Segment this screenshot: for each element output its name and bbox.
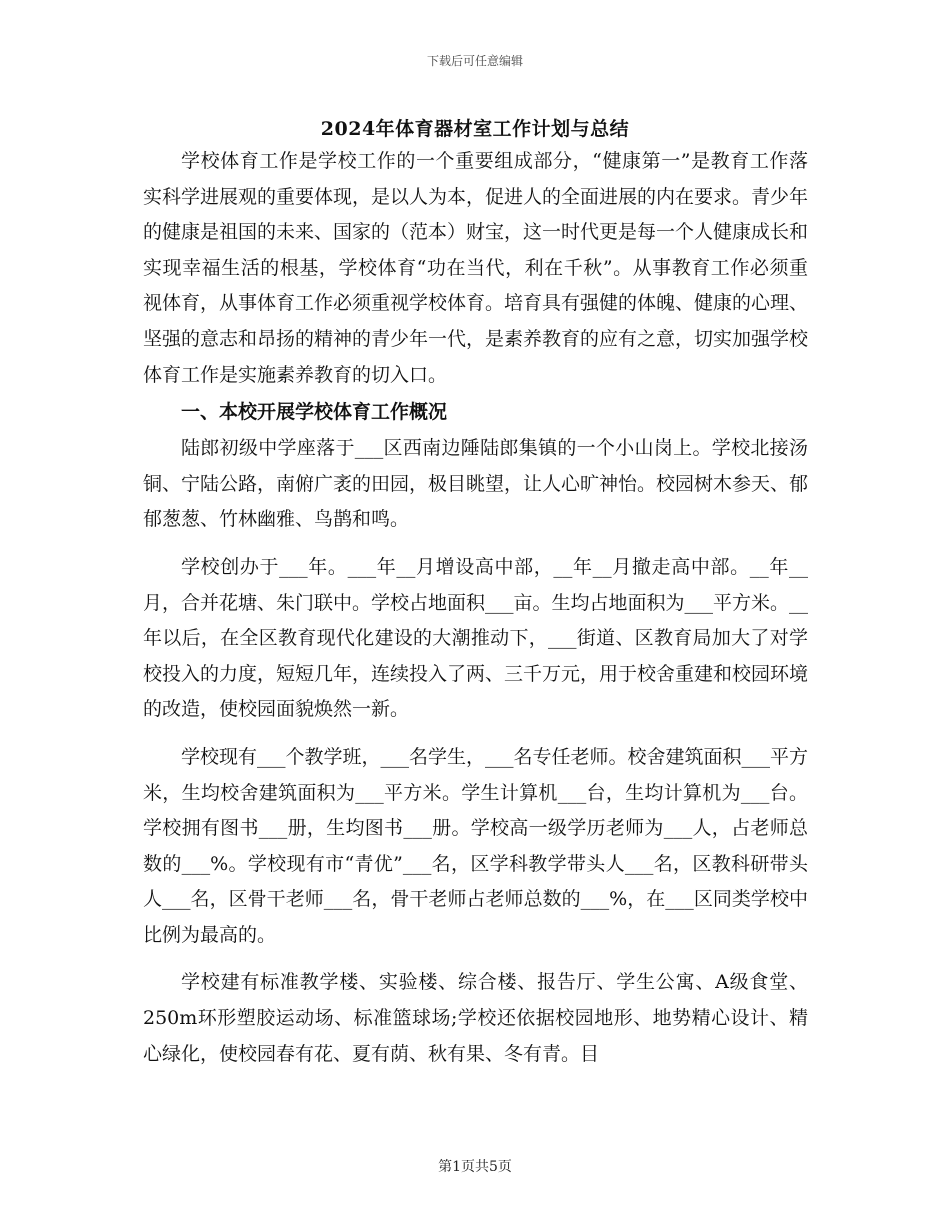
- page-footer: 第1页共5页: [438, 1159, 512, 1175]
- paragraph-status: 学校现有___个教学班，___名学生，___名专任老师。校舍建筑面积___平方米，生均校舍建筑面积为___平方米。学生计算机___台，生均计算机为___台。学校拥有图书___册，生均图书___册。学校高一级学历老师为___人，占老师总数的___%。学校现有市“青优”___名，区学科教学带头人___名，区教科研带头人___名，区骨干老师___名，骨干老师占老师总数的___%，在___区同类学校中比例为最高的。: [143, 745, 809, 946]
- section-heading: 一、本校开展学校体育工作概况: [181, 401, 448, 424]
- paragraph-location: 陆郎初级中学座落于___区西南边陲陆郎集镇的一个小山岗上。学校北接汤铜、宁陆公路，南俯广袤的田园，极目眺望，让人心旷神怡。校园树木参天、郁郁葱葱、竹林幽雅、鸟鹊和鸣。: [143, 437, 809, 531]
- document-title: 2024年体育器材室工作计划与总结: [320, 118, 630, 140]
- document-body: [143, 144, 808, 1072]
- paragraph-history: 学校创办于___年。___年__月增设高中部，__年__月撤走高中部。__年__月，合并花塘、朱门联中。学校占地面积___亩。生均占地面积为___平方米。__年以后，在全区教育现代化建设的大潮推动下，___街道、区教育局加大了对学校投入的力度，短短几年，连续投入了两、三千万元，用于校舍重建和校园环境的改造，使校园面貌焕然一新。: [143, 555, 809, 721]
- paragraph-intro: 学校体育工作是学校工作的一个重要组成部分，“健康第一”是教育工作落实科学进展观的重要体现，是以人为本，促进人的全面进展的内在要求。青少年的健康是祖国的未来、国家的（范本）财宝，这一时代更是每一个人健康成长和实现幸福生活的根基，学校体育“功在当代，利在千秋”。从事教育工作必须重视体育，从事体育工作必须重视学校体育。培育具有强健的体魄、健康的心理、坚强的意志和昂扬的精神的青少年一代，是素养教育的应有之意，切实加强学校体育工作是实施素养教育的切入口。: [143, 150, 809, 386]
- page-header: 下载后可任意编辑: [426, 54, 523, 68]
- paragraph-facilities: 学校建有标准教学楼、实验楼、综合楼、报告厅、学生公寓、A级食堂、250m环形塑胶运动场、标准篮球场;学校还依据校园地形、地势精心设计、精心绿化，使校园春有花、夏有荫、秋有果、冬有青。目: [143, 971, 808, 1065]
